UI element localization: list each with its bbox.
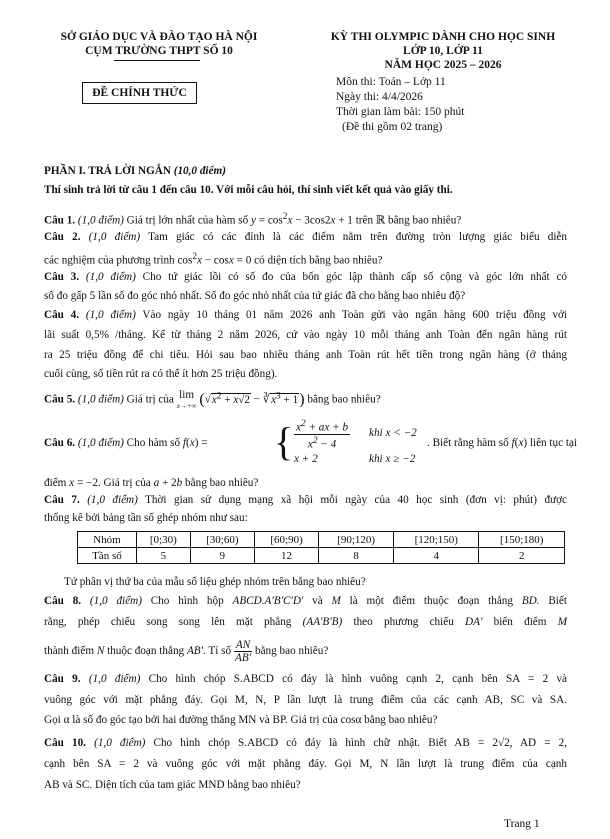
part1-heading: PHẦN I. TRẢ LỜI NGẮN (10,0 điểm) (44, 165, 226, 177)
question-9-line3: Gọi α là số đo góc tạo bởi hai đường thẳng MN và BP. Giá trị của cosα bằng bao nhiêu? (44, 714, 438, 726)
question-10-line1: Câu 10. (1,0 điểm) Cho hình chóp S.ABCD có đáy là hình chữ nhật. Biết AB = 2√2, AD = 2, (44, 737, 568, 749)
table-cell: 12 (254, 548, 318, 564)
question-8-line3: thành điểm N thuộc đoạn thẳng AB'. Tỉ số $\frac{AN}{AB'}$ bằng bao nhiêu? (44, 638, 329, 664)
exam-title: KỲ THI OLYMPIC DÀNH CHO HỌC SINH (330, 31, 556, 43)
page-number: Trang 1 (504, 818, 540, 830)
table-cell: 9 (190, 548, 254, 564)
question-2-line2: các nghiệm của phương trình $\cos^2x - \cos x = 0$ có diện tích bằng bao nhiêu? (44, 252, 383, 267)
question-4-line1: Câu 4. (1,0 điểm) Vào ngày 10 tháng 01 năm 2026 anh Toàn gửi vào ngân hàng 600 triệu đồng với (44, 309, 567, 321)
table-header-cell: Nhóm (78, 532, 137, 548)
question-4-line4: cuối cùng, số tiền rút ra có thể ít hơn 25 triệu đồng). (44, 368, 278, 380)
exam-pages: (Đề thi gồm 02 trang) (342, 121, 443, 133)
exam-grades: LỚP 10, LỚP 11 (403, 45, 483, 57)
question-1: Câu 1. (1,0 điểm) Giá trị lớn nhất của hàm số $y = \cos^2x - 3\cos 2x + 1$ trên ℝ bằng bao nhiêu? (44, 212, 462, 227)
table-cell: 4 (394, 548, 479, 564)
question-6-line1: Câu 6. (1,0 điểm) Cho hàm số f(x) = { $\frac{x^2 + ax + b}{x^2 - 4}$ khi x < −2 x + 2 khi x ≥ −2 . Biết rằng hàm số f(x) liên tục tại (44, 419, 578, 465)
question-4-line2: lãi suất 0,5% /tháng. Kể từ tháng 2 năm 2026, cứ vào ngày 10 mỗi tháng anh Toàn đến ngân hàng rút (44, 329, 567, 341)
question-3-line2: số đo gấp 5 lần số đo góc nhỏ nhất. Số đo góc nhỏ nhất của tứ giác đã cho bằng bao nhiêu độ? (44, 290, 466, 302)
table-cell: [120;150) (394, 532, 479, 548)
question-4-line3: ra 25 triệu đồng để chi tiêu. Hỏi sau bao nhiêu tháng anh Toàn rút hết tiền trong ngân hàng (ở tháng (44, 349, 567, 361)
school-cluster: CỤM TRƯỜNG THPT SỐ 10 (85, 45, 233, 57)
question-9-line2: vuông góc với mặt phẳng đáy. Gọi M, N, P lần lượt là trung điểm của các cạnh AB, SC và SA. (44, 694, 567, 706)
question-9-line1: Câu 9. (1,0 điểm) Cho hình chóp S.ABCD có đáy là hình vuông cạnh 2, cạnh bên SA = 2 và (44, 673, 568, 685)
exam-duration: Thời gian làm bài: 150 phút (336, 106, 465, 118)
exam-subject: Môn thi: Toán – Lớp 11 (336, 76, 446, 88)
table-cell: [150;180) (479, 532, 565, 548)
question-8-line1: Câu 8. (1,0 điểm) Cho hình hộp ABCD.A'B'C'D' và M là một điểm thuộc đoạn thẳng BD. Biết (44, 595, 567, 607)
table-cell: [60;90) (254, 532, 318, 548)
part1-instruction: Thí sinh trả lời từ câu 1 đến câu 10. Với mỗi câu hỏi, thí sinh viết kết quả vào giấy thi. (44, 184, 453, 196)
question-2-line1: Câu 2. (1,0 điểm) Tam giác có các đỉnh là các điểm nằm trên đường tròn lượng giác biểu diễn (44, 231, 567, 243)
frequency-table (77, 531, 565, 564)
question-3-line1: Câu 3. (1,0 điểm) Cho tứ giác lồi có số đo của bốn góc lập thành cấp số cộng và góc lớn nhất có (44, 271, 568, 283)
question-7-line3: Tứ phân vị thứ ba của mẫu số liệu ghép nhóm trên bằng bao nhiêu? (64, 576, 366, 588)
table-cell: 5 (136, 548, 190, 564)
question-5: Câu 5. (1,0 điểm) Giá trị của lim x→+∞ ($√x^2 + x√2$ − $∛x^3 + 1$) bằng bao nhiêu? (44, 388, 381, 410)
table-row-groups (78, 532, 565, 548)
table-cell: 8 (319, 548, 394, 564)
school-year: NĂM HỌC 2025 – 2026 (384, 59, 502, 71)
question-6-line2: điểm x = −2. Giá trị của a + 2b bằng bao nhiêu? (44, 477, 259, 489)
official-exam-label: ĐỀ CHÍNH THỨC (82, 82, 197, 104)
question-8-line2: rằng, phép chiếu song song lên mặt phẳng (AA'B'B) theo phương chiếu DA' biến điểm M (44, 616, 568, 628)
table-cell: [30;60) (190, 532, 254, 548)
question-7-line1: Câu 7. (1,0 điểm) Thời gian sử dụng mạng xã hội mỗi ngày của 40 học sinh (đơn vị: phút) được (44, 494, 567, 506)
question-7-line2: thống kê bởi bảng tần số ghép nhóm như sau: (44, 512, 248, 524)
table-header-cell: Tần số (78, 548, 137, 564)
question-10-line2: cạnh bên SA = 2 và vuông góc với mặt phẳng đáy. Gọi M, N lần lượt là trung điểm của cạnh (44, 758, 567, 770)
table-row-counts (78, 548, 565, 564)
table-cell: 2 (479, 548, 565, 564)
department-name: SỞ GIÁO DỤC VÀ ĐÀO TẠO HÀ NỘI (60, 31, 258, 43)
exam-date: Ngày thi: 4/4/2026 (336, 91, 423, 103)
table-cell: [90;120) (319, 532, 394, 548)
table-cell: [0;30) (136, 532, 190, 548)
header-underline (114, 60, 200, 61)
question-10-line3: AB và SC. Diện tích của tam giác MND bằng bao nhiêu? (44, 779, 301, 791)
